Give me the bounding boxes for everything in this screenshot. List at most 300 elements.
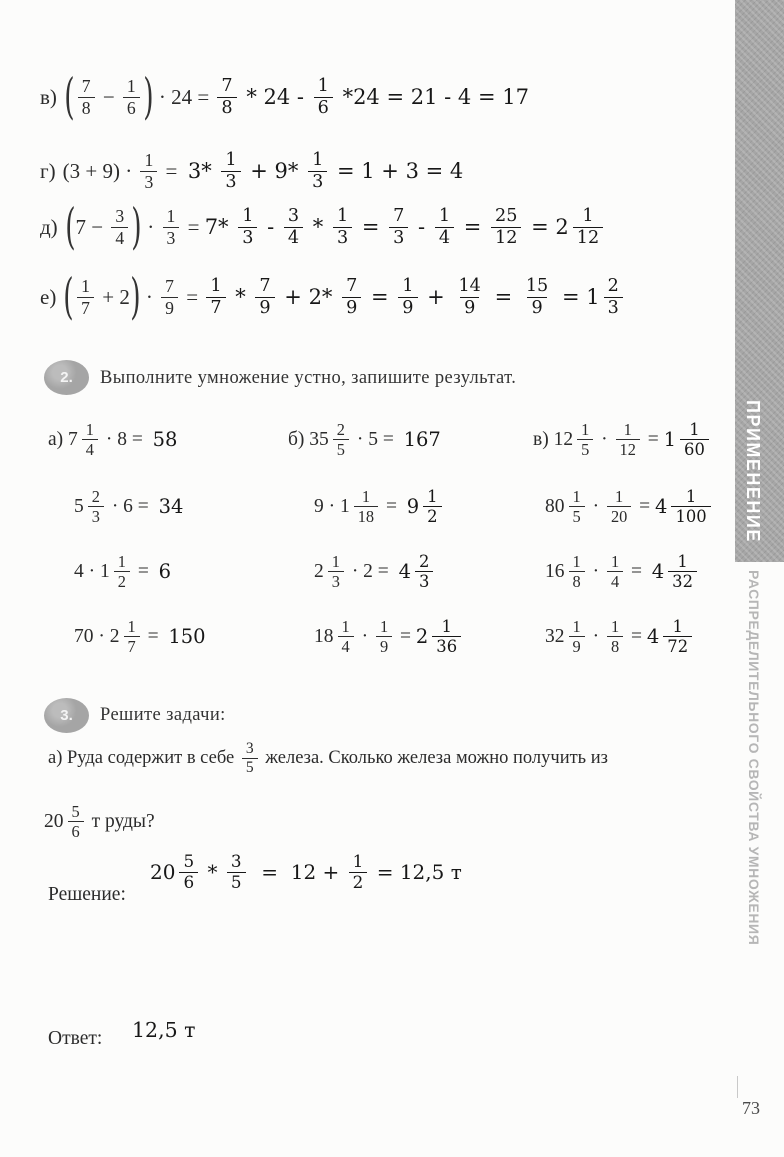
fraction [607,617,623,657]
fraction-numerator: 1 [242,206,254,226]
math-text: + 2* [277,285,340,310]
fraction-denominator: 3 [328,571,344,591]
fraction-numerator: 5 [183,851,195,871]
math-text: · 24 = [153,84,215,109]
fraction [569,617,585,657]
task-2-item [48,617,288,657]
fraction [221,150,240,193]
whole-part: 20 [44,810,64,832]
fraction-denominator: 9 [376,636,392,656]
fraction [217,76,236,119]
fraction-denominator: 3 [163,227,180,249]
math-text: = [487,285,519,310]
math-text: 9 · [314,495,340,517]
math-text: = [132,560,159,582]
fraction-denominator: 6 [68,821,84,841]
math-text: · [587,625,604,647]
math-text: = [524,215,556,240]
fraction-denominator: 3 [238,227,257,249]
mixed-number [555,206,606,249]
math-text: (3 + 9) · [62,158,138,183]
fraction-numerator: 1 [361,487,371,506]
fraction [491,206,521,249]
fraction-denominator: 3 [604,297,623,319]
math-text: - [411,215,432,240]
whole-part: 16 [545,560,565,582]
math-text: − [97,84,120,109]
fraction-denominator: 8 [78,97,95,119]
mixed-number [407,487,445,527]
task-2-item [533,552,710,592]
fraction-denominator: 2 [349,872,368,893]
mixed-number [664,420,712,460]
task-2-row-4 [48,617,710,657]
fraction [454,276,484,319]
whole-part: 1 [586,285,600,310]
math-text: + [420,285,452,310]
exercise-label: г) [40,158,56,183]
fraction [680,420,709,460]
mixed-number [554,420,597,460]
fraction [114,552,130,592]
math-text: * [228,285,253,310]
whole-part: 20 [150,860,176,885]
fraction [616,420,640,460]
fraction [349,852,368,893]
fraction [78,76,95,119]
equation [64,68,529,125]
parenthesis: ( [63,268,74,325]
fraction [668,552,697,592]
task-2-item [288,552,533,592]
fraction-numerator: 1 [127,617,136,636]
task-2-title: Выполните умножение устно, запишите результат. [100,368,517,388]
fraction [163,206,180,249]
fraction-denominator: 2 [114,571,130,591]
math-text: - [260,215,281,240]
fraction [376,617,392,657]
mixed-number [545,552,588,592]
fraction-numerator: 2 [607,276,619,296]
math-text: = [355,215,387,240]
parenthesis: ( [64,198,76,255]
mixed-number [399,552,437,592]
fraction-numerator: 25 [495,206,518,226]
mixed-number [647,617,695,657]
fraction-numerator: 1 [317,76,329,96]
whole-part: 1 [100,560,110,582]
fraction [284,206,303,249]
fraction-denominator: 5 [569,506,585,526]
fraction [77,276,94,319]
math-text: · 6 = [106,495,159,517]
task-2-item [288,617,533,657]
fraction-numerator: 1 [144,150,154,170]
whole-part: 4 [651,560,665,584]
fraction [522,276,552,319]
math-text: = [381,495,407,517]
math-text: = [626,560,652,582]
math-text: 167 [403,428,441,452]
mixed-number [150,852,201,893]
math-text: = [626,625,647,647]
math-text: = 12 + [248,860,346,885]
fraction-numerator: 1 [402,276,414,296]
fraction-numerator: 7 [346,276,358,296]
fraction-numerator: 1 [166,206,176,226]
fraction-numerator: 1 [336,206,349,226]
exercise-line-d [40,198,606,255]
fraction [432,617,461,657]
fraction-numerator: 1 [441,617,452,636]
math-text: = [395,625,416,647]
fraction-denominator: 5 [227,872,246,893]
exercise-label: д) [40,214,58,239]
fraction-numerator: 1 [582,206,594,226]
scan-artifact-line [737,1076,738,1098]
math-text: = [642,428,664,450]
math-text: · [587,560,604,582]
math-text: = [457,215,488,240]
exercise-label: е) [40,284,57,309]
fraction-denominator: 5 [242,758,258,777]
fraction-numerator: 5 [71,802,80,821]
fraction-denominator: 4 [607,571,623,591]
task-3-problem-line-1 [48,740,608,778]
fraction [354,487,378,527]
task-2-row-1 [48,420,710,460]
math-text: = [555,285,587,310]
math-text: б) [288,428,310,450]
whole-part: 4 [655,495,668,519]
parenthesis: ) [142,68,154,125]
fraction-numerator: 1 [572,617,581,636]
fraction [423,487,441,527]
whole-part: 32 [545,625,565,647]
math-text: * [201,860,224,885]
fraction-denominator: 9 [342,297,361,319]
whole-part: 2 [415,625,429,649]
fraction-denominator: 7 [124,636,140,656]
page-number: 73 [742,1098,760,1118]
fraction-denominator: 3 [415,571,433,591]
fraction-denominator: 9 [161,297,178,319]
math-text: = [182,214,205,239]
mixed-number [652,552,700,592]
math-text: 3* [187,159,219,184]
fraction-numerator: 3 [115,206,125,226]
fraction-numerator: 1 [331,552,340,571]
fraction [338,617,354,657]
fraction [607,552,623,592]
math-text: · [142,214,160,239]
mixed-number [655,487,714,527]
math-text: · [596,428,613,450]
fraction-numerator: 1 [85,420,94,439]
fraction-numerator: 1 [623,420,632,439]
fraction [227,852,246,893]
mixed-number [340,487,381,527]
fraction-numerator: 1 [225,150,237,170]
fraction [398,276,417,319]
math-text: а) Руда содержит в себе [48,748,239,769]
fraction-denominator: 32 [668,571,697,591]
fraction-numerator: 3 [230,851,242,871]
parenthesis: ( [64,68,75,125]
fraction [124,617,140,657]
math-text: · [356,625,373,647]
fraction-numerator: 1 [379,617,389,636]
math-text: = [634,495,656,517]
fraction-numerator: 1 [572,552,581,571]
fraction-denominator: 8 [569,571,585,591]
math-text: 7 − [75,214,109,239]
whole-part: 9 [406,495,420,519]
fraction-denominator: 12 [491,227,521,249]
fraction-numerator: 1 [438,206,451,226]
fraction-denominator: 3 [333,227,352,249]
task-2-item [533,617,710,657]
fraction-denominator: 9 [569,636,585,656]
mixed-number [309,420,352,460]
fraction-denominator: 7 [77,297,94,319]
fraction-denominator: 9 [460,297,479,319]
equation [63,268,626,325]
fraction-denominator: 6 [179,872,198,893]
math-text: * [306,215,330,240]
mixed-number [545,487,588,527]
exercise-line-g [40,150,463,193]
fraction-numerator: 2 [418,552,430,571]
fraction-numerator: 7 [221,76,233,96]
mixed-number [586,276,626,319]
fraction [308,150,327,193]
fraction [238,206,257,249]
whole-part: 2 [314,560,324,582]
whole-part: 5 [74,495,84,517]
fraction [569,552,585,592]
task-2-item-a [48,420,288,460]
whole-part: 18 [314,625,334,647]
math-text: 7* [204,215,236,240]
fraction [140,150,157,193]
fraction-denominator: 3 [389,227,408,249]
task-2-item-v [533,420,712,460]
fraction-numerator: 1 [685,487,697,506]
fraction-numerator: 1 [126,76,136,96]
exercise-line-e [40,268,626,325]
fraction [607,487,631,527]
equation [64,198,607,255]
fraction-numerator: 1 [581,420,590,439]
math-text: · 2 = [346,560,399,582]
fraction-numerator: 3 [245,740,254,757]
fraction [111,206,128,249]
fraction-numerator: 1 [312,150,324,170]
fraction-denominator: 18 [354,506,378,526]
math-text: * 24 - [239,85,311,110]
fraction-numerator: 1 [672,617,683,636]
math-text: железа. Сколько железа можно получить из [260,748,608,769]
task-3-problem-line-2 [44,802,155,842]
fraction [206,276,225,319]
fraction-denominator: 2 [423,506,441,526]
fraction [333,420,349,460]
math-text: *24 = 21 - 4 = 17 [335,85,529,110]
fraction-numerator: 1 [117,552,126,571]
fraction-denominator: 4 [338,636,354,656]
math-text: · [587,495,604,517]
math-text: в) [533,428,554,450]
whole-part: 12 [553,428,574,450]
fraction-numerator: 1 [210,276,222,296]
fraction-denominator: 9 [527,297,546,319]
mixed-number [416,617,464,657]
fraction-denominator: 6 [123,97,140,119]
task-2-item-b [288,420,533,460]
fraction [68,802,84,842]
solution-label: Решение: [48,884,126,905]
fraction [604,276,623,319]
answer-label: Ответ: [48,1028,103,1049]
fraction-numerator: 7 [259,276,271,296]
fraction-denominator: 36 [432,636,461,656]
fraction-denominator: 12 [573,227,603,249]
mixed-number [110,617,143,657]
fraction-denominator: 4 [435,227,454,249]
fraction-denominator: 4 [82,439,98,459]
math-text: 4 · [74,560,100,582]
math-text: 6 [158,560,171,584]
whole-part: 4 [398,560,411,584]
answer-value: 12,5 т [132,1018,196,1042]
fraction [342,276,361,319]
math-text: а) [48,428,69,450]
equation [63,150,464,193]
fraction-denominator: 3 [221,171,240,193]
mixed-number [44,802,87,842]
fraction-denominator: 4 [284,227,303,249]
math-text: = [364,285,396,310]
math-text: т руды? [86,810,155,832]
fraction [161,276,178,319]
mixed-number [74,487,107,527]
fraction [577,420,593,460]
fraction [569,487,585,527]
math-text: 58 [152,428,178,452]
mixed-number [314,552,347,592]
task-2-row-2 [48,487,710,527]
task-2-row-3 [48,552,710,592]
fraction-numerator: 14 [458,276,481,296]
margin-tab-label: ПРИМЕНЕНИЕ [743,400,763,543]
math-text: = [160,158,188,183]
math-text: · 8 = [100,428,153,450]
mixed-number [68,420,101,460]
fraction [389,206,408,249]
math-text: · 5 = [351,428,404,450]
fraction-numerator: 1 [615,487,624,506]
solution-equation [150,852,462,893]
fraction-numerator: 2 [336,420,345,439]
mixed-number [314,617,357,657]
fraction-denominator: 100 [671,506,710,526]
fraction-numerator: 7 [165,276,174,296]
math-text: = 1 + 3 = 4 [330,159,464,184]
whole-part: 80 [545,495,565,517]
whole-part: 1 [663,428,677,452]
math-text: · [140,284,159,309]
fraction [333,206,352,249]
task-2-item [533,487,714,527]
exercise-label: в) [40,84,57,109]
parenthesis: ) [131,198,142,255]
math-text: 34 [158,495,184,519]
fraction [123,76,140,119]
whole-part: 35 [309,428,329,450]
task-2-item [288,487,533,527]
math-text: + 9* [243,159,306,184]
fraction [242,740,258,778]
fraction-numerator: 15 [525,276,549,296]
fraction-numerator: 3 [287,206,300,226]
fraction [314,76,333,119]
fraction-numerator: 1 [610,617,620,636]
task-2-number-badge: 2. [44,360,89,395]
whole-part: 1 [340,495,350,517]
whole-part: 2 [555,215,569,240]
fraction [573,206,603,249]
fraction-denominator: 5 [577,439,593,459]
fraction-denominator: 3 [140,171,157,193]
math-text: = [142,625,169,647]
fraction-numerator: 1 [341,617,350,636]
mixed-number [100,552,133,592]
whole-part: 4 [646,625,660,649]
fraction-denominator: 8 [217,97,236,119]
fraction [82,420,98,460]
fraction [179,852,198,893]
fraction-numerator: 1 [81,276,90,296]
math-text: + 2 [96,284,130,309]
fraction-denominator: 12 [616,439,640,459]
fraction-numerator: 2 [91,487,100,506]
math-text: 70 · [74,625,110,647]
fraction-numerator: 7 [81,76,91,96]
fraction [671,487,710,527]
fraction [328,552,344,592]
fraction-denominator: 4 [111,227,128,249]
fraction-numerator: 1 [572,487,581,506]
fraction [88,487,104,527]
mixed-number [545,617,588,657]
fraction-denominator: 20 [607,506,631,526]
fraction-denominator: 7 [206,297,225,319]
task-3-number-badge: 3. [44,698,89,733]
math-text: = [180,284,204,309]
fraction-numerator: 1 [610,552,620,571]
exercise-line-v [40,68,529,125]
fraction [663,617,692,657]
fraction-denominator: 5 [333,439,349,459]
fraction-denominator: 6 [314,97,333,119]
fraction [435,206,454,249]
fraction-denominator: 9 [398,297,417,319]
fraction [255,276,274,319]
whole-part: 7 [68,428,78,450]
whole-part: 2 [109,625,120,647]
fraction-denominator: 9 [255,297,274,319]
